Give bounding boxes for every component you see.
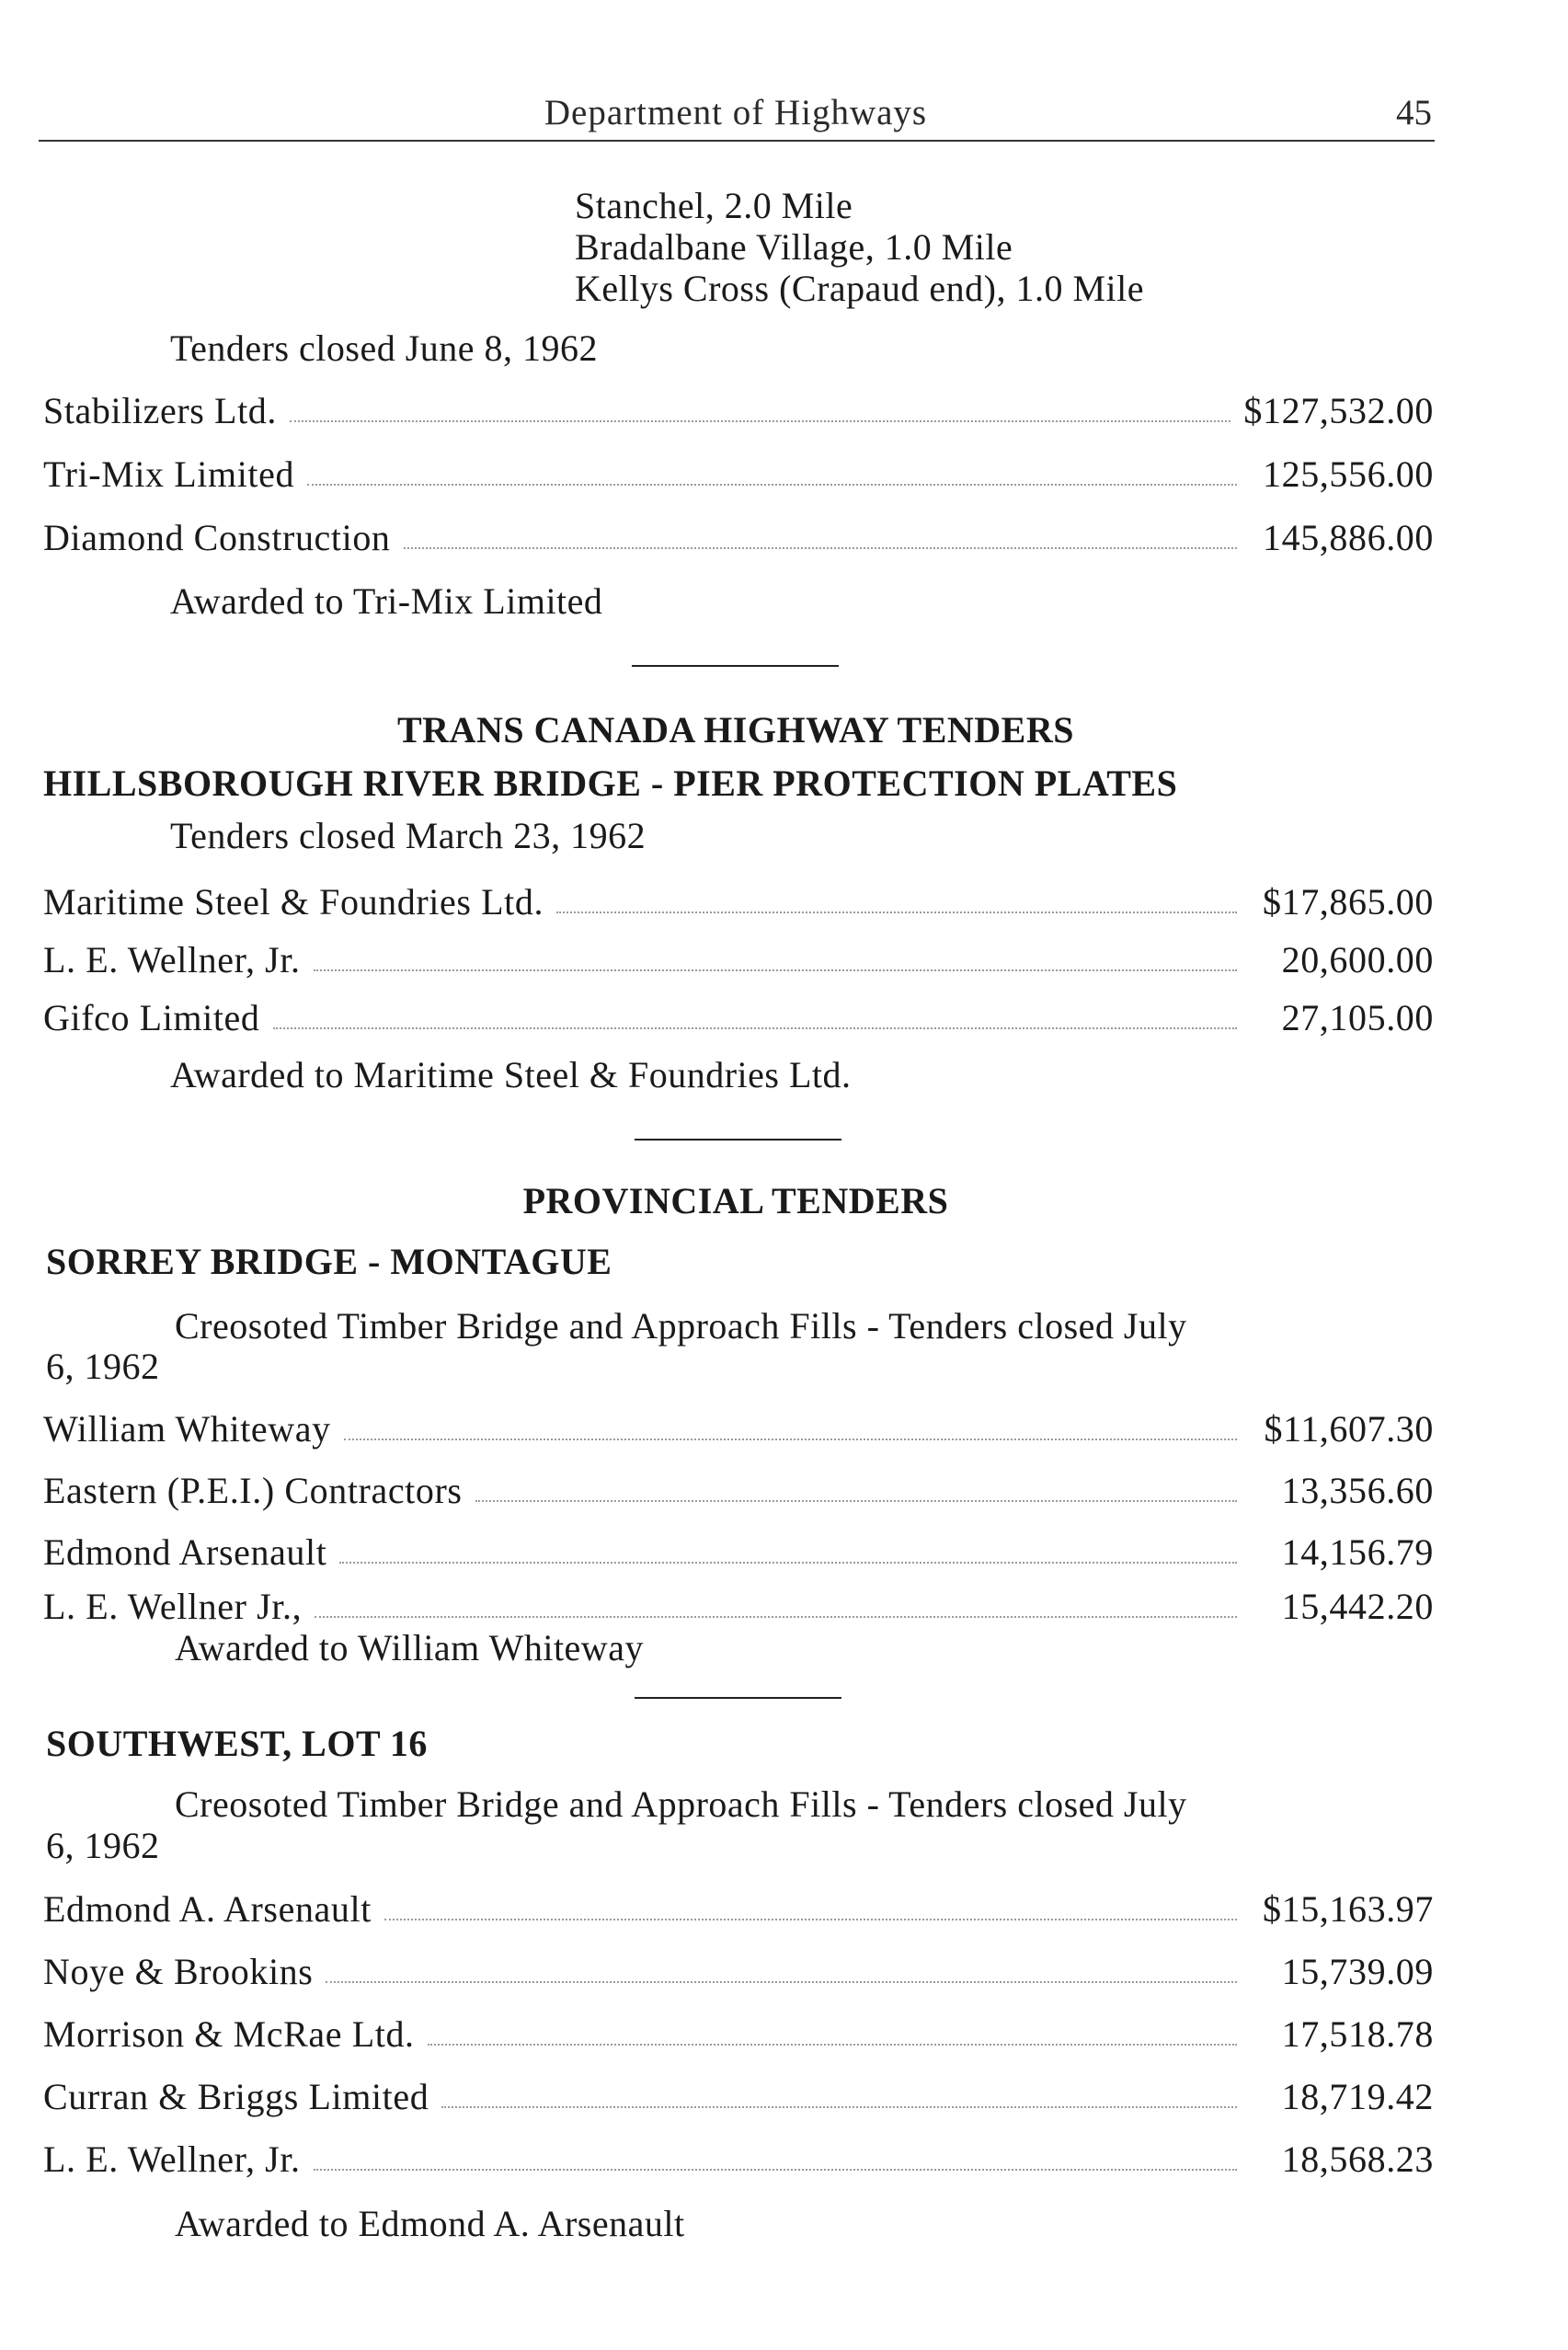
bid-amount: 14,156.79 xyxy=(1281,1531,1434,1573)
bidder-name: Curran & Briggs Limited xyxy=(43,2076,429,2117)
bid-row xyxy=(43,1530,1434,1575)
bid-row xyxy=(43,880,1434,924)
section-divider xyxy=(635,1697,841,1699)
dot-leader xyxy=(441,2106,1237,2108)
bid-amount: $127,532.00 xyxy=(1243,390,1434,431)
bidder-name: Maritime Steel & Foundries Ltd. xyxy=(43,881,544,923)
bid-row xyxy=(43,938,1434,982)
awarded-note: Awarded to William Whiteway xyxy=(175,1627,644,1668)
location-line: Kellys Cross (Crapaud end), 1.0 Mile xyxy=(575,268,1145,309)
bid-row xyxy=(43,453,1434,497)
description-line: Creosoted Timber Bridge and Approach Fills - Tenders closed July xyxy=(175,1783,1187,1825)
section-subheading: HILLSBOROUGH RIVER BRIDGE - PIER PROTECTION PLATES xyxy=(43,762,1178,804)
tenders-closed-note: Tenders closed June 8, 1962 xyxy=(170,327,599,369)
page-number: 45 xyxy=(1396,93,1432,132)
awarded-note: Awarded to Edmond A. Arsenault xyxy=(175,2203,685,2244)
bid-row xyxy=(43,516,1434,560)
bid-row xyxy=(43,2012,1434,2057)
dot-leader xyxy=(314,2169,1237,2171)
bidder-name: William Whiteway xyxy=(43,1408,331,1450)
bid-amount: 15,442.20 xyxy=(1281,1586,1434,1627)
section-subheading: SOUTHWEST, LOT 16 xyxy=(46,1723,428,1764)
section-heading: TRANS CANADA HIGHWAY TENDERS xyxy=(396,709,1074,751)
dot-leader xyxy=(339,1562,1237,1564)
bidder-name: L. E. Wellner, Jr. xyxy=(43,939,301,980)
running-header-title: Department of Highways xyxy=(544,93,928,132)
bidder-name: Stabilizers Ltd. xyxy=(43,390,277,431)
bid-amount: 13,356.60 xyxy=(1281,1470,1434,1511)
location-line: Bradalbane Village, 1.0 Mile xyxy=(575,226,1013,268)
dot-leader xyxy=(290,420,1230,422)
section-heading: PROVINCIAL TENDERS xyxy=(522,1180,949,1221)
tenders-closed-note: Tenders closed March 23, 1962 xyxy=(170,815,647,856)
bid-amount: 15,739.09 xyxy=(1281,1951,1434,1992)
bidder-name: L. E. Wellner Jr., xyxy=(43,1586,303,1627)
description-line: Creosoted Timber Bridge and Approach Fills - Tenders closed July xyxy=(175,1305,1187,1347)
bid-row xyxy=(43,1407,1434,1451)
bid-amount: 125,556.00 xyxy=(1263,453,1434,495)
dot-leader xyxy=(384,1919,1237,1920)
bid-amount: 145,886.00 xyxy=(1263,517,1434,558)
section-divider xyxy=(632,665,839,667)
section-subheading: SORREY BRIDGE - MONTAGUE xyxy=(46,1241,612,1282)
bidder-name: Morrison & McRae Ltd. xyxy=(43,2013,415,2055)
bid-amount: 17,518.78 xyxy=(1281,2013,1434,2055)
awarded-note: Awarded to Tri-Mix Limited xyxy=(170,580,603,622)
bid-row xyxy=(43,1585,1434,1629)
description-line: 6, 1962 xyxy=(46,1825,160,1866)
awarded-note: Awarded to Maritime Steel & Foundries Ltd. xyxy=(170,1054,852,1095)
dot-leader xyxy=(273,1027,1237,1029)
dot-leader xyxy=(307,484,1237,486)
bid-row xyxy=(43,1469,1434,1513)
bid-amount: $15,163.97 xyxy=(1263,1888,1434,1930)
bidder-name: Gifco Limited xyxy=(43,997,260,1038)
bid-row xyxy=(43,1887,1434,1932)
bidder-name: L. E. Wellner, Jr. xyxy=(43,2138,301,2180)
bid-amount: 18,568.23 xyxy=(1281,2138,1434,2180)
bid-amount: $17,865.00 xyxy=(1263,881,1434,923)
bidder-name: Edmond Arsenault xyxy=(43,1531,327,1573)
section-divider xyxy=(635,1139,841,1141)
dot-leader xyxy=(556,911,1237,913)
description-line: 6, 1962 xyxy=(46,1346,160,1387)
dot-leader xyxy=(428,2044,1237,2046)
location-line: Stanchel, 2.0 Mile xyxy=(575,185,853,226)
bid-row xyxy=(43,996,1434,1040)
bid-amount: 27,105.00 xyxy=(1281,997,1434,1038)
bidder-name: Diamond Construction xyxy=(43,517,391,558)
bid-row xyxy=(43,2075,1434,2119)
bidder-name: Eastern (P.E.I.) Contractors xyxy=(43,1470,463,1511)
bid-row xyxy=(43,2138,1434,2182)
header-rule xyxy=(39,140,1435,142)
dot-leader xyxy=(404,547,1237,549)
bid-row xyxy=(43,1950,1434,1994)
dot-leader xyxy=(344,1439,1237,1440)
bidder-name: Edmond A. Arsenault xyxy=(43,1888,372,1930)
bid-amount: 20,600.00 xyxy=(1281,939,1434,980)
bid-amount: 18,719.42 xyxy=(1281,2076,1434,2117)
bidder-name: Tri-Mix Limited xyxy=(43,453,295,495)
dot-leader xyxy=(314,969,1237,971)
bidder-name: Noye & Brookins xyxy=(43,1951,314,1992)
dot-leader xyxy=(315,1616,1237,1618)
bid-amount: $11,607.30 xyxy=(1264,1408,1434,1450)
dot-leader xyxy=(326,1981,1237,1983)
bid-row xyxy=(43,389,1434,433)
dot-leader xyxy=(475,1500,1237,1502)
